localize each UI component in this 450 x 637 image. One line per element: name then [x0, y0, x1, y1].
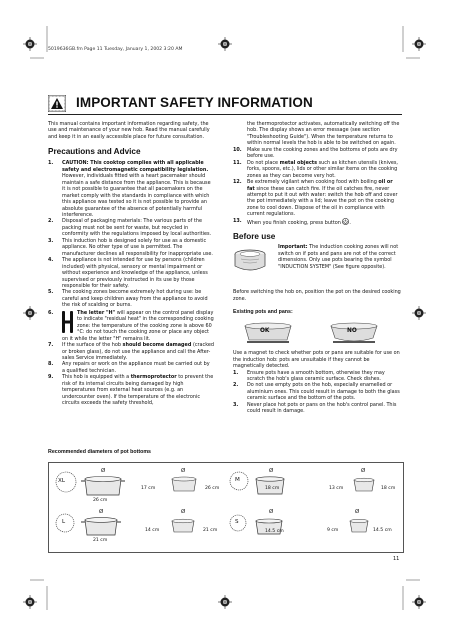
range-pot-icon: [351, 476, 377, 494]
list-item: 6. The letter "H" will appear on the control panel display to indicate "residual heat" in the corresponding cooking zone: the temperature of the cooking zone is above 60 °C: do not touch the cooking zone or place any object on it while the letter "H" remains lit.: [48, 309, 214, 342]
list-item: 11. Do not place metal objects such as kitchen utensils (knives, forks, spoons, etc.), lids or other similar items on the cooking zones as they can become very hot.: [233, 159, 398, 179]
power-button-icon: [342, 218, 349, 225]
range-max: 26 cm: [205, 486, 220, 491]
min-diameter: 18 cm: [265, 486, 280, 491]
list-item: 2. Disposal of packaging materials: The various parts of the packing must not be sent for waste, but recycled in conformity with the regulations imposed by local authorities.: [48, 218, 212, 238]
page-number: 11: [393, 556, 400, 562]
zone-size-label: S: [235, 519, 239, 525]
before-use-heading: Before use: [233, 232, 276, 242]
existing-pots-heading: Existing pots and pans:: [233, 309, 293, 316]
important-note: Important: The induction cooking zones will not switch on if pots and pans are not of the correct dimensions. Only use pots bearing the symbol "INDUCTION SYSTEM" (See figure opposite).: [278, 244, 399, 270]
precautions-list: [48, 160, 214, 406]
list-item: 5. The cooking zones become extremely hot during use: be careful and keep children away from the appliance to avoid the risk of scalding or burns.: [48, 289, 208, 309]
induction-section: [233, 244, 401, 286]
title-rule: [48, 114, 402, 115]
induction-pot-icon: [233, 246, 267, 276]
diameter-symbol: Ø: [269, 509, 274, 515]
min-diameter: 21 cm: [93, 538, 108, 543]
list-item: 13. When you finish cooking, press button .: [233, 217, 351, 226]
list-item: 7. If the surface of the hob should become damaged (cracked or broken glass), do not use the appliance and call the After-sales Service immediately.: [48, 342, 215, 361]
range-min: 14 cm: [145, 528, 160, 533]
zone-xl: [55, 467, 223, 505]
range-min: 9 cm: [327, 528, 339, 533]
diameter-symbol: Ø: [181, 509, 186, 515]
list-item: 4. The appliance is not intended for use by persons (children included) with physical, sensory or mental impairment or without experience and knowledge of the appliance, unless supervised or previously instructed in its use by those responsible for their safety.: [48, 257, 208, 289]
list-item: 12. Be extremely vigilant when cooking food with boiling oil or fat since these can catch fire. If the oil catches fire, never attempt to put it out with water: switch the hob off and cover the pot immediately with a lid; leave the pot on the cooking zone to cool down. Dispose of the oil in compliance with current regulations.: [233, 179, 398, 218]
existing-pots-body: Use a magnet to check whether pots or pans are suitable for use on the induction hob: pots are unsuitable if they cannot be magnetically detected.: [233, 350, 400, 370]
list-item: 8. Any repairs or work on the appliance must be carried out by a qualified technician.: [48, 361, 210, 374]
intro-paragraph: This manual contains important information regarding safety, the use and maintenance of your new hob. Read the manual carefully and keep it in an easily accessible place for future consultation.: [48, 121, 210, 140]
right-column: [233, 121, 401, 415]
precautions-heading: Precautions and Advice: [48, 147, 141, 157]
range-max: 14.5 cm: [373, 528, 392, 533]
no-label: NO: [347, 328, 357, 335]
list-item: 1. Ensure pots have a smooth bottom, otherwise they may scratch the hob's glass ceramic surface. Check dishes.: [233, 369, 385, 382]
before-use-body: Before switching the hob on, position the pot on the desired cooking zone.: [233, 289, 401, 302]
pot-icon: [253, 516, 285, 538]
diameter-symbol: Ø: [269, 468, 274, 474]
residual-heat-h-icon: [62, 310, 73, 334]
zone-size-label: M: [235, 477, 240, 483]
list-item: 9. This hob is equipped with a thermoprotector to prevent the risk of its internal circuits being damaged by high temperatures from external heat sources (e.g. an undercounter oven). If the temperature of the electronic circuits exceeds the safety threshold,: [48, 374, 214, 407]
range-max: 18 cm: [381, 486, 396, 491]
ok-no-figure: [233, 318, 401, 350]
list-item: 3. Never place hot pots or pans on the hob's control panel. This could result in damage.: [233, 401, 397, 415]
range-pot-icon: [169, 475, 199, 495]
diameter-symbol: Ø: [361, 468, 366, 474]
item-9-continued: the thermoprotector activates, automatically switching off the hob. The display shows an error message (see section "Troubleshooting Guide"). When the temperature returns to within normal levels the hob is able to be switched on again.: [247, 121, 400, 147]
range-min: 17 cm: [141, 486, 156, 491]
min-diameter: 14.5 cm: [265, 529, 284, 534]
diameter-symbol: Ø: [101, 468, 106, 474]
zone-size-label: L: [62, 519, 66, 525]
warning-icon: [48, 95, 66, 112]
range-pot-icon: [169, 517, 197, 535]
pots-diagram-heading: Recommended diameters of pot bottoms: [48, 449, 152, 455]
title-row: [48, 95, 402, 113]
page-title: IMPORTANT SAFETY INFORMATION: [76, 95, 313, 110]
ok-label: OK: [260, 328, 270, 335]
list-item: 1. CAUTION: This cooktop complies with all applicable safety and electromagnetic compatibility legislation. However, individuals fitted with a heart pacemaker should maintain a safe distance from the appliance. This is because it is not possible to guarantee that all pacemakers on the market comply with the standards in compliance with which this appliance was tested so it is not possible to provide an absolute guarantee of the absence of potentially harmful interference.: [48, 160, 211, 218]
pots-diagram: [48, 462, 404, 553]
diameter-symbol: Ø: [181, 468, 186, 474]
existing-pots-list: [233, 370, 401, 415]
range-min: 13 cm: [329, 486, 344, 491]
list-item: 2. Do not use empty pots on the hob, especially enamelled or aluminium ones. This could result in damage to both the glass ceramic surface and the bottom of the pots.: [233, 382, 400, 402]
list-item: 3. This induction hob is designed solely for use as a domestic appliance. No other type of use is permitted. The manufacturer declines all responsibility for inappropriate use.: [48, 237, 213, 257]
diameter-symbol: Ø: [355, 509, 360, 515]
zone-m: [229, 467, 399, 505]
range-max: 21 cm: [203, 528, 218, 533]
range-pot-icon: [347, 517, 371, 535]
zone-l: [55, 509, 223, 547]
list-item: 10. Make sure the cooking zones and the bottoms of pots are dry before use.: [233, 146, 398, 160]
item-9-text-left: to prevent the risk of its internal circuits being damaged by high temperatures from external heat sources (e.g. an undercounter oven). If the temperature of the electronic circuits exceeds the safety threshold,: [62, 374, 214, 407]
diameter-symbol: Ø: [99, 509, 104, 515]
precautions-list-continued: [233, 147, 401, 226]
pot-icon: [81, 515, 121, 539]
zone-size-label: XL: [58, 478, 65, 484]
file-slug: 5019636GB.fm Page 11 Tuesday, January 1, 2002 3:20 AM: [48, 47, 183, 52]
pot-icon: [81, 473, 125, 499]
zone-s: [229, 509, 399, 547]
left-column: [48, 121, 214, 407]
min-diameter: 26 cm: [93, 498, 108, 503]
